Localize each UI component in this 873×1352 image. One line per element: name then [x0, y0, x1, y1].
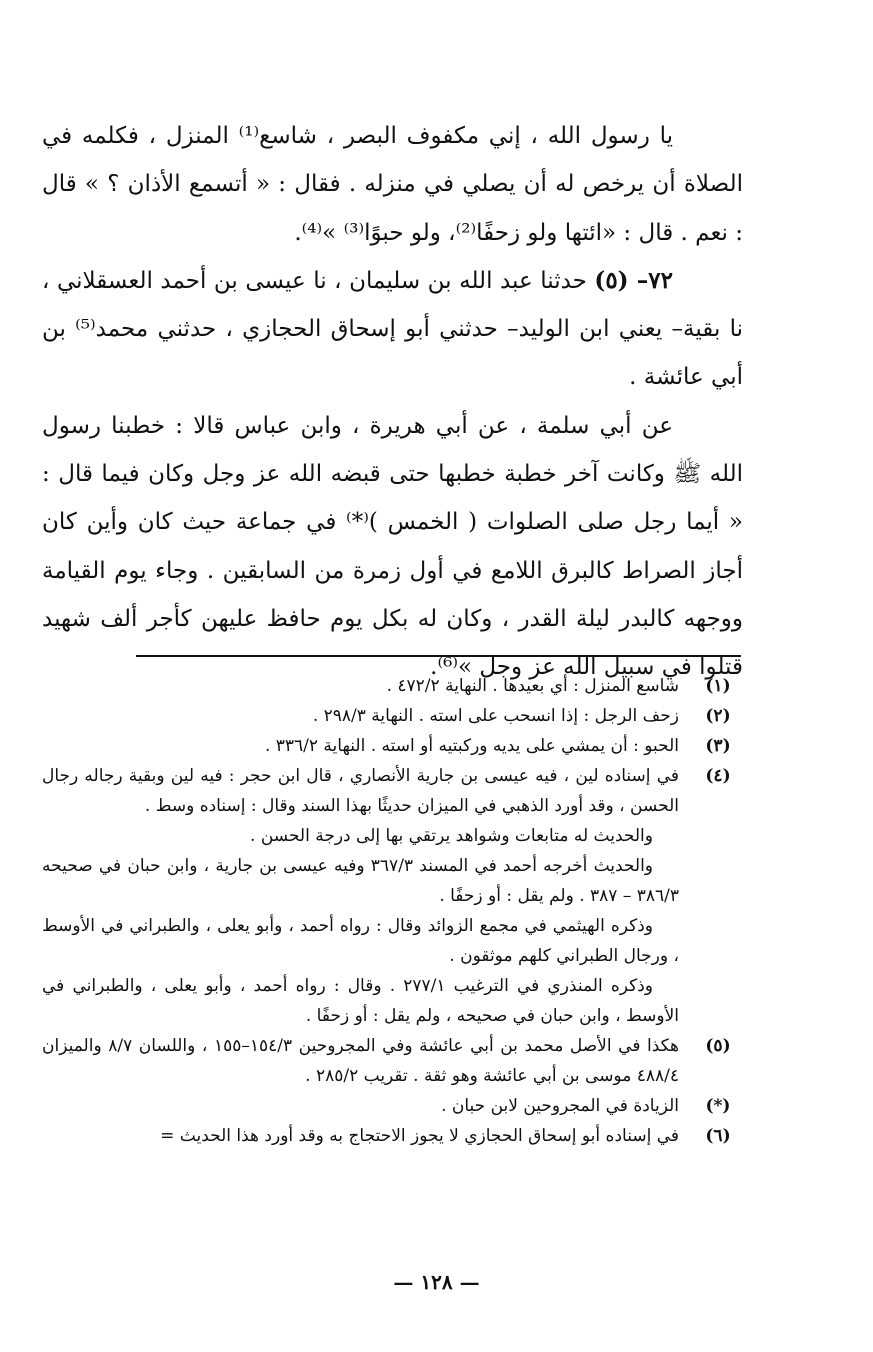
footnote-1: [42, 671, 743, 701]
hadith-72: [42, 257, 743, 402]
footnote-5: [42, 1031, 743, 1091]
footnote-4-continuation: وذكره المنذري في الترغيب ٢٧٧/١ . وقال : رواه أحمد ، وأبو يعلى ، والطبراني في الأوسط ، وابن حبان في صحيحه ، ولم يقل : أو زحفًا .: [42, 976, 679, 1026]
footnote-text: هكذا في الأصل محمد بن أبي عائشة وفي المجروحين ١٥٤/٣–١٥٥ ، واللسان ٨/٧ والميزان ٤٨٨/٤ موسى بن أبي عائشة وهو ثقة . تقريب ٢٨٥/٢ .: [42, 1036, 679, 1086]
paragraph-1: يا رسول الله ، إني مكفوف البصر ، شاسع⁽¹⁾ المنزل ، فكلمه في الصلاة أن يرخص له أن يصلي في منزله . فقال : « أتسمع الأذان ؟ » قال : نعم . قال : «ائتها ولو زحفًا⁽²⁾، ولو حبوًا⁽³⁾ »⁽⁴⁾.: [42, 123, 743, 246]
footnote-text: الحبو : أن يمشي على يديه وركبتيه أو استه . النهاية ٣٣٦/٢ .: [264, 736, 679, 756]
footnote-number: (٦): [705, 1126, 731, 1146]
footnote-2: [42, 701, 743, 731]
footnote-number: (٥): [705, 1036, 731, 1056]
main-text: [42, 112, 743, 692]
hadith-number: ٧٢– (٥): [594, 266, 673, 294]
footnote-3: [42, 731, 743, 761]
paragraph-2: عن أبي سلمة ، عن أبي هريرة ، وابن عباس قالا : خطبنا رسول الله ﷺ وكانت آخر خطبة خطبها حتى قبضه الله عز وجل وكان فيما قال : « أيما رجل صلى الصلوات ( الخمس )⁽*⁾ في جماعة حيث كان وأين كان أجاز الصراط كالبرق اللامع في أول زمرة من السابقين . وجاء يوم القيامة ووجهه كالبدر ليلة القدر ، وكان له بكل يوم حافظ عليهن كأجر ألف شهيد قتلوا في سبيل الله عز وجل »⁽⁶⁾.: [42, 412, 743, 681]
footnote-text: في إسناده أبو إسحاق الحجازي لا يجوز الاحتجاج به وقد أورد هذا الحديث =: [160, 1126, 679, 1146]
footnote-star: [42, 1091, 743, 1121]
hadith-text: حدثنا عبد الله بن سليمان ، نا عيسى بن أحمد العسقلاني ، نا بقية– يعني ابن الوليد– حدثني أبو إسحاق الحجازي ، حدثني محمد⁽⁵⁾ بن أبي عائشة .: [42, 267, 743, 391]
footnote-text: زحف الرجل : إذا انسحب على استه . النهاية ٢٩٨/٣ .: [312, 706, 679, 726]
page-number: — ١٢٨ —: [393, 1270, 480, 1294]
footnote-text: في إسناده لين ، فيه عيسى بن جارية الأنصاري ، قال ابن حجر : فيه لين وبقية رجاله رجال الحسن ، وقد أورد الذهبي في الميزان حديثًا بهذا السند وقال : إسناده وسط .: [42, 766, 679, 816]
footnote-text: الزيادة في المجروحين لابن حبان .: [441, 1096, 679, 1116]
footnote-text: شاسع المنزل : أي بعيدها . النهاية ٤٧٢/٢ .: [386, 676, 679, 696]
footnote-4: [42, 761, 743, 821]
footnote-number: (٤): [705, 766, 731, 786]
footnote-4-continuation: والحديث له متابعات وشواهد يرتقي بها إلى درجة الحسن .: [250, 826, 653, 846]
footnote-4-continuation: والحديث أخرجه أحمد في المسند ٣٦٧/٣ وفيه عيسى بن جارية ، وابن حبان في صحيحه ٣٨٦/٣ – ٣٨٧ . ولم يقل : أو زحفًا .: [42, 856, 679, 906]
footnotes: [42, 671, 743, 1151]
footnote-number: (١): [705, 676, 731, 696]
footnote-6: [42, 1121, 743, 1151]
footnote-number: (*): [705, 1096, 731, 1116]
footnote-4-continuation: وذكره الهيثمي في مجمع الزوائد وقال : رواه أحمد ، وأبو يعلى ، والطبراني في الأوسط ، ورجال الطبراني كلهم موثقون .: [42, 916, 679, 966]
footnote-number: (٣): [705, 736, 731, 756]
footnote-number: (٢): [705, 706, 731, 726]
footnote-divider: [136, 655, 741, 657]
